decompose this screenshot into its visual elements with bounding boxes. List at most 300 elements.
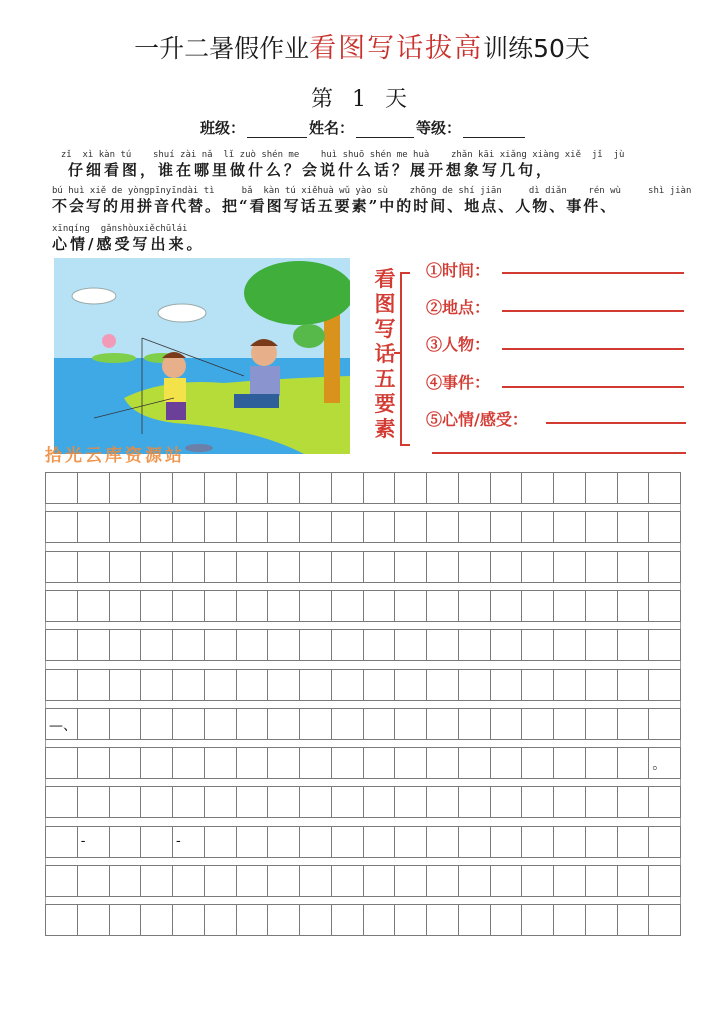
grid-cell[interactable]: [522, 748, 554, 778]
grid-row: [45, 551, 681, 583]
grid-cell[interactable]: [554, 591, 586, 621]
grid-cell[interactable]: [554, 473, 586, 503]
grid-cell[interactable]: [364, 748, 396, 778]
grid-cell[interactable]: [268, 473, 300, 503]
grid-cell[interactable]: [237, 670, 269, 700]
grid-cell[interactable]: [618, 630, 650, 660]
grid-cell[interactable]: [618, 709, 650, 739]
grid-cell[interactable]: [522, 552, 554, 582]
grid-cell[interactable]: [427, 670, 459, 700]
grid-cell[interactable]: [332, 866, 364, 896]
grid-cell[interactable]: [46, 787, 78, 817]
grid-cell[interactable]: [268, 591, 300, 621]
heading-char: 话: [374, 341, 396, 366]
grid-cell[interactable]: [173, 552, 205, 582]
grid-cell[interactable]: [395, 630, 427, 660]
grid-cell[interactable]: [649, 591, 680, 621]
grid-cell[interactable]: [237, 748, 269, 778]
heading-char: 图: [374, 291, 396, 316]
grid-cell[interactable]: [141, 552, 173, 582]
grid-cell[interactable]: [46, 630, 78, 660]
grid-cell[interactable]: [205, 866, 237, 896]
grid-row: [45, 669, 681, 701]
grid-cell[interactable]: [554, 670, 586, 700]
element-time-line[interactable]: [502, 272, 684, 274]
grid-cell[interactable]: [649, 748, 680, 778]
grid-cell[interactable]: [110, 630, 142, 660]
worksheet-title: [0, 26, 724, 65]
grid-cell[interactable]: [332, 748, 364, 778]
grid-cell[interactable]: [649, 866, 680, 896]
grid-row: [45, 590, 681, 622]
grid-cell[interactable]: [427, 552, 459, 582]
grid-cell[interactable]: [332, 670, 364, 700]
grid-cell[interactable]: [395, 670, 427, 700]
grid-cell[interactable]: [332, 473, 364, 503]
grid-cell[interactable]: [110, 709, 142, 739]
grid-cell[interactable]: [173, 905, 205, 935]
grid-cell[interactable]: [268, 866, 300, 896]
grid-cell[interactable]: [459, 709, 491, 739]
grid-cell[interactable]: [46, 866, 78, 896]
grid-cell[interactable]: [110, 827, 142, 857]
grade-field[interactable]: [463, 123, 525, 138]
grid-cell[interactable]: [586, 748, 618, 778]
grid-cell[interactable]: [395, 709, 427, 739]
instruction-line-3: [52, 224, 692, 253]
instruction-line-1: [50, 150, 690, 179]
grid-cell[interactable]: [110, 591, 142, 621]
grid-cell[interactable]: [459, 866, 491, 896]
grid-cell[interactable]: [459, 630, 491, 660]
grid-cell[interactable]: [618, 473, 650, 503]
grid-cell[interactable]: [110, 512, 142, 542]
element-feeling-label: ⑤心情/感受：: [426, 410, 528, 429]
grid-cell[interactable]: [300, 709, 332, 739]
grid-row: [45, 629, 681, 661]
grid-cell[interactable]: [554, 552, 586, 582]
grid-mark: —、: [49, 717, 77, 734]
grid-cell[interactable]: [237, 827, 269, 857]
grid-cell[interactable]: [46, 473, 78, 503]
grid-cell[interactable]: [237, 866, 269, 896]
grid-cell[interactable]: [78, 905, 110, 935]
grid-cell[interactable]: [649, 905, 680, 935]
hanzi-line: 心情/感受写出来。: [52, 235, 205, 253]
grid-cell[interactable]: [268, 670, 300, 700]
element-event-label: ④事件：: [426, 373, 491, 392]
grid-cell[interactable]: [300, 866, 332, 896]
grid-cell[interactable]: [78, 787, 110, 817]
grid-cell[interactable]: [491, 630, 523, 660]
grid-cell[interactable]: [268, 905, 300, 935]
grid-cell[interactable]: [141, 591, 173, 621]
grid-cell[interactable]: [364, 787, 396, 817]
grid-cell[interactable]: [427, 827, 459, 857]
element-event-line[interactable]: [502, 386, 684, 388]
grid-cell[interactable]: [173, 827, 205, 857]
grid-cell[interactable]: [110, 866, 142, 896]
element-feeling-line[interactable]: [546, 422, 686, 424]
grid-cell[interactable]: [268, 709, 300, 739]
grid-cell[interactable]: [522, 905, 554, 935]
grid-cell[interactable]: [618, 748, 650, 778]
student-info-row: [200, 117, 527, 138]
grid-cell[interactable]: [110, 552, 142, 582]
grid-cell[interactable]: [300, 905, 332, 935]
grid-cell[interactable]: [491, 787, 523, 817]
grid-cell[interactable]: [618, 787, 650, 817]
heading-char: 要: [374, 391, 396, 416]
grid-cell[interactable]: [78, 630, 110, 660]
element-extra-line[interactable]: [432, 452, 686, 454]
grid-cell[interactable]: [332, 905, 364, 935]
grid-cell[interactable]: [554, 827, 586, 857]
grid-cell[interactable]: [46, 827, 78, 857]
grid-cell[interactable]: [237, 787, 269, 817]
grid-cell[interactable]: [110, 748, 142, 778]
grid-cell[interactable]: [649, 473, 680, 503]
grid-cell[interactable]: [141, 827, 173, 857]
grid-cell[interactable]: [364, 670, 396, 700]
grid-cell[interactable]: [364, 512, 396, 542]
element-people-label: ③人物：: [426, 335, 491, 354]
grid-cell[interactable]: [459, 905, 491, 935]
grid-cell[interactable]: [46, 905, 78, 935]
grid-mark: 。: [652, 757, 667, 774]
grid-cell[interactable]: [395, 512, 427, 542]
grid-cell[interactable]: [173, 866, 205, 896]
name-field[interactable]: [356, 123, 414, 138]
grid-cell[interactable]: [205, 905, 237, 935]
grid-cell[interactable]: [522, 866, 554, 896]
grid-cell[interactable]: [459, 552, 491, 582]
grid-cell[interactable]: [78, 591, 110, 621]
heading-char: 写: [374, 316, 396, 341]
grid-cell[interactable]: [110, 787, 142, 817]
grid-cell[interactable]: [173, 512, 205, 542]
grid-cell[interactable]: [522, 670, 554, 700]
grid-cell[interactable]: [586, 630, 618, 660]
pinyin-line: zǐ xì kàn tú shuí zài nǎ lǐ zuò shén me huì shuō shén me huà zhǎn kāi xiǎng xiàng xiě jǐ jù: [50, 150, 625, 160]
grid-cell[interactable]: [364, 473, 396, 503]
grid-cell[interactable]: [268, 748, 300, 778]
hanzi-line: 不会写的用拼音代替。把“看图写话五要素”中的时间、地点、人物、事件、: [52, 197, 618, 215]
grid-cell[interactable]: [554, 787, 586, 817]
element-place-label: ②地点：: [426, 298, 491, 317]
grid-cell[interactable]: [46, 512, 78, 542]
grid-cell[interactable]: [300, 473, 332, 503]
grid-cell[interactable]: [364, 709, 396, 739]
element-place-line[interactable]: [502, 310, 684, 312]
grid-cell[interactable]: [46, 748, 78, 778]
grid-cell[interactable]: [427, 787, 459, 817]
grid-cell[interactable]: [522, 473, 554, 503]
grid-cell[interactable]: [586, 670, 618, 700]
grid-cell[interactable]: [618, 591, 650, 621]
grid-cell[interactable]: [205, 630, 237, 660]
grid-cell[interactable]: [491, 552, 523, 582]
grid-cell[interactable]: [459, 670, 491, 700]
grid-cell[interactable]: [459, 787, 491, 817]
grid-cell[interactable]: [237, 591, 269, 621]
grid-cell[interactable]: [173, 670, 205, 700]
grid-cell[interactable]: [459, 748, 491, 778]
grid-row: [45, 511, 681, 543]
grid-cell[interactable]: [364, 552, 396, 582]
grid-cell[interactable]: [205, 709, 237, 739]
grid-cell[interactable]: [395, 473, 427, 503]
grid-cell[interactable]: [427, 591, 459, 621]
heading-char: 素: [374, 416, 396, 441]
grid-cell[interactable]: [205, 512, 237, 542]
grid-cell[interactable]: [332, 512, 364, 542]
fishing-scene-icon: [54, 258, 350, 454]
instruction-line-2: [52, 186, 692, 215]
grid-cell[interactable]: [522, 591, 554, 621]
grid-cell[interactable]: [300, 787, 332, 817]
grid-cell[interactable]: [364, 827, 396, 857]
grid-cell[interactable]: [395, 905, 427, 935]
grid-row: [45, 747, 681, 779]
grid-cell[interactable]: [554, 630, 586, 660]
grid-cell[interactable]: [395, 866, 427, 896]
grid-cell[interactable]: [395, 591, 427, 621]
grid-cell[interactable]: [586, 512, 618, 542]
grid-cell[interactable]: [395, 827, 427, 857]
grid-cell[interactable]: [618, 827, 650, 857]
grid-cell[interactable]: [427, 748, 459, 778]
grid-cell[interactable]: [522, 512, 554, 542]
grid-cell[interactable]: [427, 905, 459, 935]
grid-cell[interactable]: [459, 827, 491, 857]
grid-cell[interactable]: [491, 827, 523, 857]
grid-row: [45, 708, 681, 740]
grid-cell[interactable]: [78, 670, 110, 700]
grid-cell[interactable]: [586, 827, 618, 857]
grid-cell[interactable]: [586, 866, 618, 896]
grid-cell[interactable]: [268, 630, 300, 660]
grid-cell[interactable]: [332, 591, 364, 621]
bracket-shape: [400, 272, 410, 446]
grid-cell[interactable]: [491, 512, 523, 542]
grid-cell[interactable]: [522, 630, 554, 660]
grid-cell[interactable]: [205, 670, 237, 700]
grid-cell[interactable]: [141, 709, 173, 739]
grid-cell[interactable]: [491, 591, 523, 621]
title-prefix: 一升二暑假作业: [134, 34, 310, 63]
grid-cell[interactable]: [78, 709, 110, 739]
grid-cell[interactable]: [586, 787, 618, 817]
grid-row: [45, 865, 681, 897]
grid-mark: -: [80, 832, 86, 849]
grid-cell[interactable]: [78, 866, 110, 896]
grid-cell[interactable]: [205, 591, 237, 621]
pinyin-line: xīnqíng gǎnshòuxiěchūlái: [52, 224, 188, 234]
grid-cell[interactable]: [586, 905, 618, 935]
grid-cell[interactable]: [395, 748, 427, 778]
grid-cell[interactable]: [110, 905, 142, 935]
grid-cell[interactable]: [46, 552, 78, 582]
grid-cell[interactable]: [618, 670, 650, 700]
grid-cell[interactable]: [78, 552, 110, 582]
grid-cell[interactable]: [205, 827, 237, 857]
grid-cell[interactable]: [522, 827, 554, 857]
grid-cell[interactable]: [46, 709, 78, 739]
grid-cell[interactable]: [237, 552, 269, 582]
grid-cell[interactable]: [649, 512, 680, 542]
grid-cell[interactable]: [141, 905, 173, 935]
bracket-tick: [394, 352, 402, 354]
element-people-line[interactable]: [502, 348, 684, 350]
grid-cell[interactable]: [237, 473, 269, 503]
grid-row: [45, 472, 681, 504]
grid-cell[interactable]: [268, 552, 300, 582]
grid-cell[interactable]: [427, 512, 459, 542]
grid-cell[interactable]: [237, 512, 269, 542]
grid-cell[interactable]: [78, 748, 110, 778]
grid-cell[interactable]: [491, 748, 523, 778]
grid-cell[interactable]: [649, 709, 680, 739]
grid-cell[interactable]: [173, 787, 205, 817]
grid-cell[interactable]: [300, 552, 332, 582]
grid-cell[interactable]: [237, 709, 269, 739]
grid-cell[interactable]: [491, 473, 523, 503]
grid-row: [45, 904, 681, 936]
grid-cell[interactable]: [205, 787, 237, 817]
grid-cell[interactable]: [237, 630, 269, 660]
grid-cell[interactable]: [173, 591, 205, 621]
grid-cell[interactable]: [141, 473, 173, 503]
grid-cell[interactable]: [141, 670, 173, 700]
grid-cell[interactable]: [141, 748, 173, 778]
grid-row: [45, 786, 681, 818]
grid-cell[interactable]: [332, 787, 364, 817]
watermark-text: 拾光云库资源站: [45, 446, 185, 466]
grid-cell[interactable]: [618, 905, 650, 935]
grid-cell[interactable]: [205, 748, 237, 778]
grid-cell[interactable]: [332, 552, 364, 582]
element-time-label: ①时间：: [426, 261, 491, 280]
grid-cell[interactable]: [649, 787, 680, 817]
grid-cell[interactable]: [427, 709, 459, 739]
name-label: 姓名：: [309, 119, 355, 137]
grid-cell[interactable]: [427, 473, 459, 503]
grid-cell[interactable]: [332, 827, 364, 857]
grid-cell[interactable]: [554, 709, 586, 739]
grid-cell[interactable]: [141, 630, 173, 660]
grid-cell[interactable]: [649, 552, 680, 582]
grid-cell[interactable]: [522, 709, 554, 739]
grid-cell[interactable]: [141, 787, 173, 817]
grid-cell[interactable]: [173, 473, 205, 503]
grid-cell[interactable]: [173, 709, 205, 739]
grid-cell[interactable]: [459, 591, 491, 621]
grid-cell[interactable]: [618, 512, 650, 542]
grade-label: 等级：: [416, 119, 462, 137]
grid-cell[interactable]: [300, 591, 332, 621]
grid-cell[interactable]: [300, 670, 332, 700]
grid-cell[interactable]: [110, 473, 142, 503]
fishing-illustration: [54, 258, 350, 454]
grid-cell[interactable]: [649, 670, 680, 700]
grid-cell[interactable]: [364, 866, 396, 896]
grid-cell[interactable]: [300, 630, 332, 660]
grid-cell[interactable]: [522, 787, 554, 817]
grid-cell[interactable]: [554, 512, 586, 542]
grid-cell[interactable]: [491, 670, 523, 700]
grid-cell[interactable]: [395, 552, 427, 582]
grid-cell[interactable]: [395, 787, 427, 817]
class-label: 班级：: [200, 119, 246, 137]
grid-cell[interactable]: [364, 591, 396, 621]
day-label: 第 1 天: [311, 87, 413, 112]
grid-cell[interactable]: [649, 827, 680, 857]
grid-cell[interactable]: [205, 552, 237, 582]
grid-cell[interactable]: [586, 709, 618, 739]
grid-cell[interactable]: [237, 905, 269, 935]
grid-cell[interactable]: [427, 866, 459, 896]
grid-cell[interactable]: [300, 512, 332, 542]
grid-cell[interactable]: [173, 748, 205, 778]
grid-cell[interactable]: [78, 827, 110, 857]
grid-cell[interactable]: [78, 512, 110, 542]
grid-cell[interactable]: [364, 630, 396, 660]
grid-cell[interactable]: [300, 748, 332, 778]
grid-cell[interactable]: [141, 512, 173, 542]
heading-char: 看: [374, 266, 396, 291]
pinyin-line: bú huì xiě de yòngpīnyīndài tì bǎ kàn tú xiěhuà wǔ yào sù zhōng de shí jiān dì diǎn rén wù shì jiàn: [52, 186, 692, 196]
grid-cell[interactable]: [618, 866, 650, 896]
grid-cell[interactable]: [46, 591, 78, 621]
grid-cell[interactable]: [586, 473, 618, 503]
grid-cell[interactable]: [649, 630, 680, 660]
grid-cell[interactable]: [78, 473, 110, 503]
grid-cell[interactable]: [618, 552, 650, 582]
grid-cell[interactable]: [268, 512, 300, 542]
grid-cell[interactable]: [300, 827, 332, 857]
grid-cell[interactable]: [427, 630, 459, 660]
grid-cell[interactable]: [586, 552, 618, 582]
grid-cell[interactable]: [268, 827, 300, 857]
hanzi-line: 仔细看图，谁在哪里做什么？会说什么话？展开想象写几句，: [50, 161, 555, 179]
grid-cell[interactable]: [268, 787, 300, 817]
title-suffix: 训练50天: [483, 34, 590, 63]
grid-cell[interactable]: [110, 670, 142, 700]
grid-cell[interactable]: [332, 709, 364, 739]
grid-mark: -: [176, 832, 181, 849]
grid-cell[interactable]: [332, 630, 364, 660]
grid-cell[interactable]: [491, 905, 523, 935]
grid-cell[interactable]: [491, 866, 523, 896]
grid-row: [45, 826, 681, 858]
heading-char: 五: [374, 366, 396, 391]
grid-cell[interactable]: [141, 866, 173, 896]
grid-cell[interactable]: [491, 709, 523, 739]
class-field[interactable]: [247, 123, 307, 138]
grid-cell[interactable]: [554, 905, 586, 935]
grid-cell[interactable]: [46, 670, 78, 700]
grid-cell[interactable]: [554, 866, 586, 896]
grid-cell[interactable]: [173, 630, 205, 660]
grid-cell[interactable]: [364, 905, 396, 935]
grid-cell[interactable]: [554, 748, 586, 778]
grid-cell[interactable]: [459, 473, 491, 503]
grid-cell[interactable]: [586, 591, 618, 621]
grid-cell[interactable]: [205, 473, 237, 503]
grid-cell[interactable]: [459, 512, 491, 542]
five-elements-panel: [370, 262, 700, 462]
